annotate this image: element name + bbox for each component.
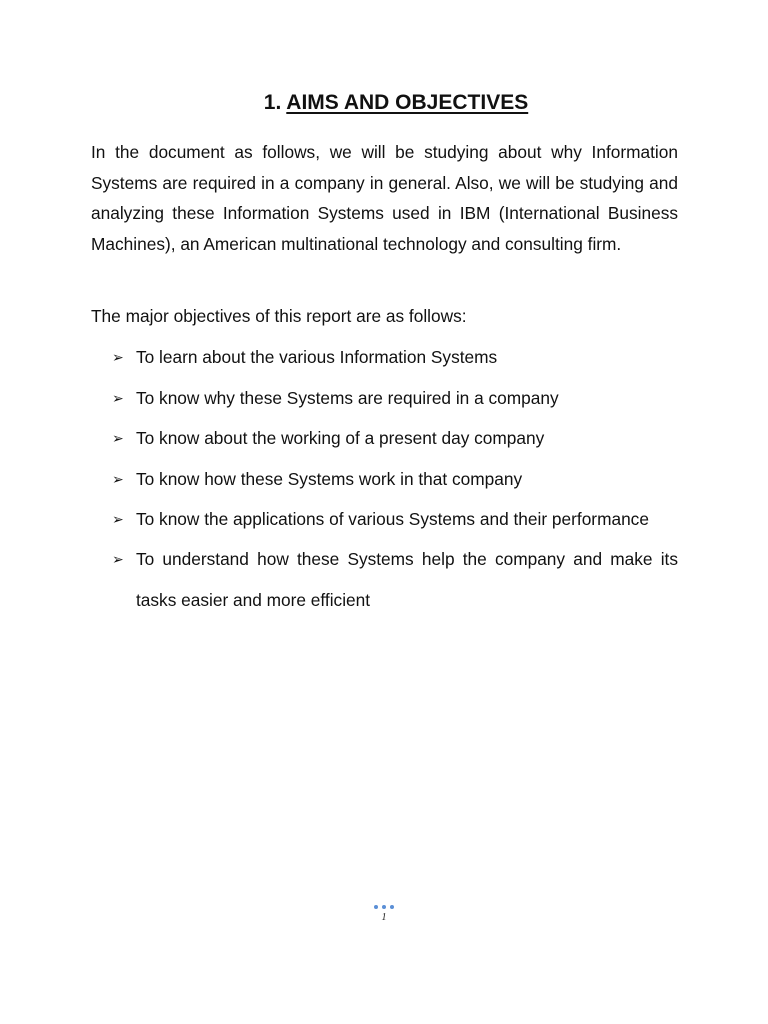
arrowhead-bullet-icon: ➢ — [112, 471, 124, 487]
intro-paragraph: In the document as follows, we will be studying about why Information Systems are required in a company in general. Also, we will be studying and analyzing these Information Systems used in IBM (International Business Machines), an American multinational technology and consulting firm. — [91, 142, 678, 254]
dots-ornament-icon — [360, 905, 408, 911]
objective-text: To know the applications of various Systems and their performance — [136, 509, 649, 529]
dot-icon — [382, 905, 386, 909]
arrowhead-bullet-icon: ➢ — [112, 349, 124, 365]
objective-item — [112, 539, 678, 621]
objective-text: To understand how these Systems help the company and make its tasks easier and more efficient — [136, 549, 678, 610]
section-heading — [0, 89, 768, 117]
objective-text: To know about the working of a present day company — [136, 428, 545, 448]
dot-icon — [374, 905, 378, 909]
objective-text: To learn about the various Information Systems — [136, 347, 498, 367]
heading-number: 1. — [263, 91, 282, 114]
arrowhead-bullet-icon: ➢ — [112, 390, 124, 406]
objective-text: To know how these Systems work in that company — [136, 469, 523, 489]
objective-item — [112, 499, 678, 540]
objectives-lead-text: The major objectives of this report are as follows: — [91, 306, 467, 326]
objective-item — [112, 337, 678, 378]
objective-item — [112, 378, 678, 419]
objective-item — [112, 418, 678, 459]
arrowhead-bullet-icon: ➢ — [112, 511, 124, 527]
objective-text: To know why these Systems are required in a company — [136, 388, 559, 408]
heading-title: AIMS AND OBJECTIVES — [286, 91, 529, 114]
page-footer — [360, 905, 408, 929]
dot-icon — [390, 905, 394, 909]
page-number: 1 — [381, 912, 387, 923]
arrowhead-bullet-icon: ➢ — [112, 430, 124, 446]
arrowhead-bullet-icon: ➢ — [112, 551, 124, 567]
objective-item — [112, 459, 678, 500]
